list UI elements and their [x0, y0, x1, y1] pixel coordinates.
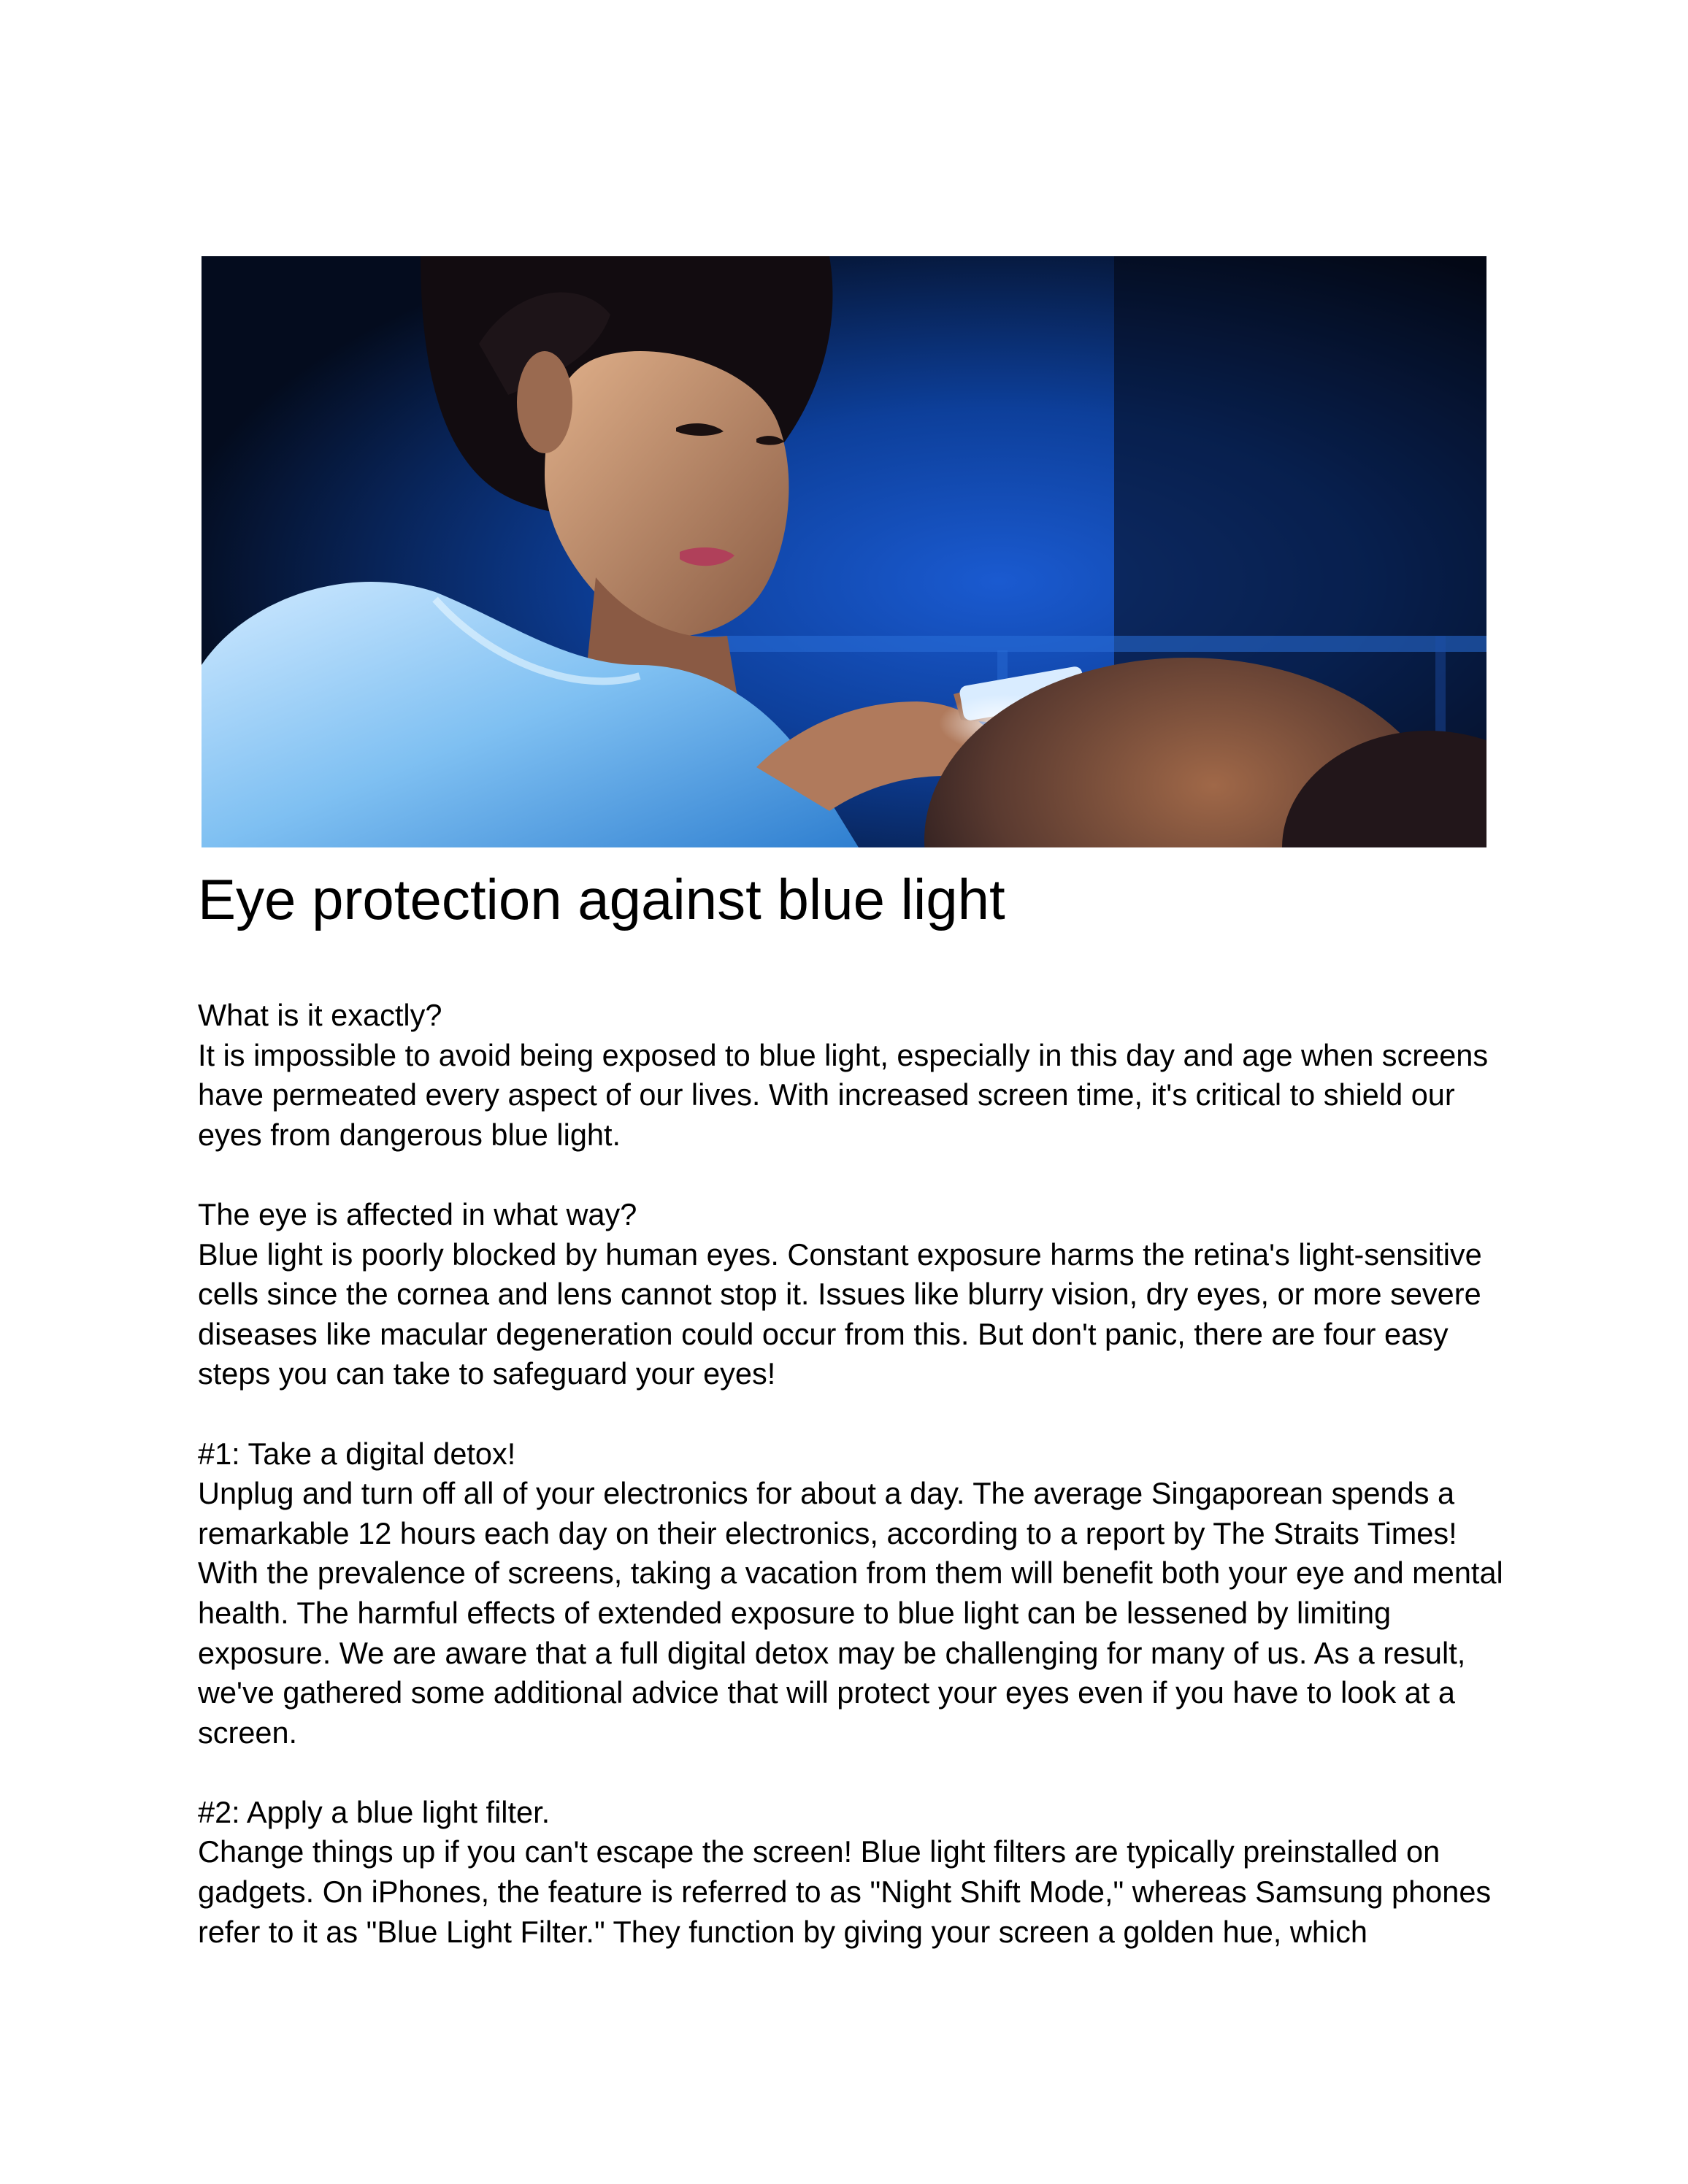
- section-heading: #2: Apply a blue light filter.: [198, 1794, 550, 1829]
- photo-girl-using-phone-blue-light-icon: [202, 256, 1486, 847]
- section-digital-detox: [198, 1434, 1505, 1753]
- page-title: Eye protection against blue light: [198, 867, 1005, 931]
- article-body: [198, 996, 1505, 1992]
- section-heading: What is it exactly?: [198, 998, 442, 1032]
- section-paragraph: Unplug and turn off all of your electronics for about a day. The average Singaporean spends a remarkable 12 hours each day on their electronics, according to a report by The Straits Times! With the prevalence of screens, taking a vacation from them will benefit both your eye and mental health. The harmful effects of extended exposure to blue light can be lessened by limiting exposure. We are aware that a full digital detox may be challenging for many of us. As a result, we've gathered some additional advice that will protect your eyes even if you have to look at a screen.: [198, 1476, 1503, 1750]
- section-heading: The eye is affected in what way?: [198, 1196, 637, 1231]
- section-eye-affected: [198, 1195, 1505, 1394]
- section-heading: #1: Take a digital detox!: [198, 1436, 516, 1471]
- section-what-is-it: [198, 996, 1505, 1155]
- section-paragraph: It is impossible to avoid being exposed to blue light, especially in this day and age when screens have permeated every aspect of our lives. With increased screen time, it's critical to shield our eyes from dangerous blue light.: [198, 1037, 1489, 1152]
- section-blue-light-filter: [198, 1793, 1505, 1952]
- hero-photo: [202, 256, 1486, 847]
- section-paragraph: Blue light is poorly blocked by human eyes. Constant exposure harms the retina's light-sensitive cells since the cornea and lens cannot stop it. Issues like blurry vision, dry eyes, or more severe diseases like macular degeneration could occur from this. But don't panic, there are four easy steps you can take to safeguard your eyes!: [198, 1237, 1482, 1391]
- section-paragraph: Change things up if you can't escape the screen! Blue light filters are typically preinstalled on gadgets. On iPhones, the feature is referred to as "Night Shift Mode," whereas Samsung phones refer to it as "Blue Light Filter." They function by giving your screen a golden hue, which: [198, 1834, 1492, 1949]
